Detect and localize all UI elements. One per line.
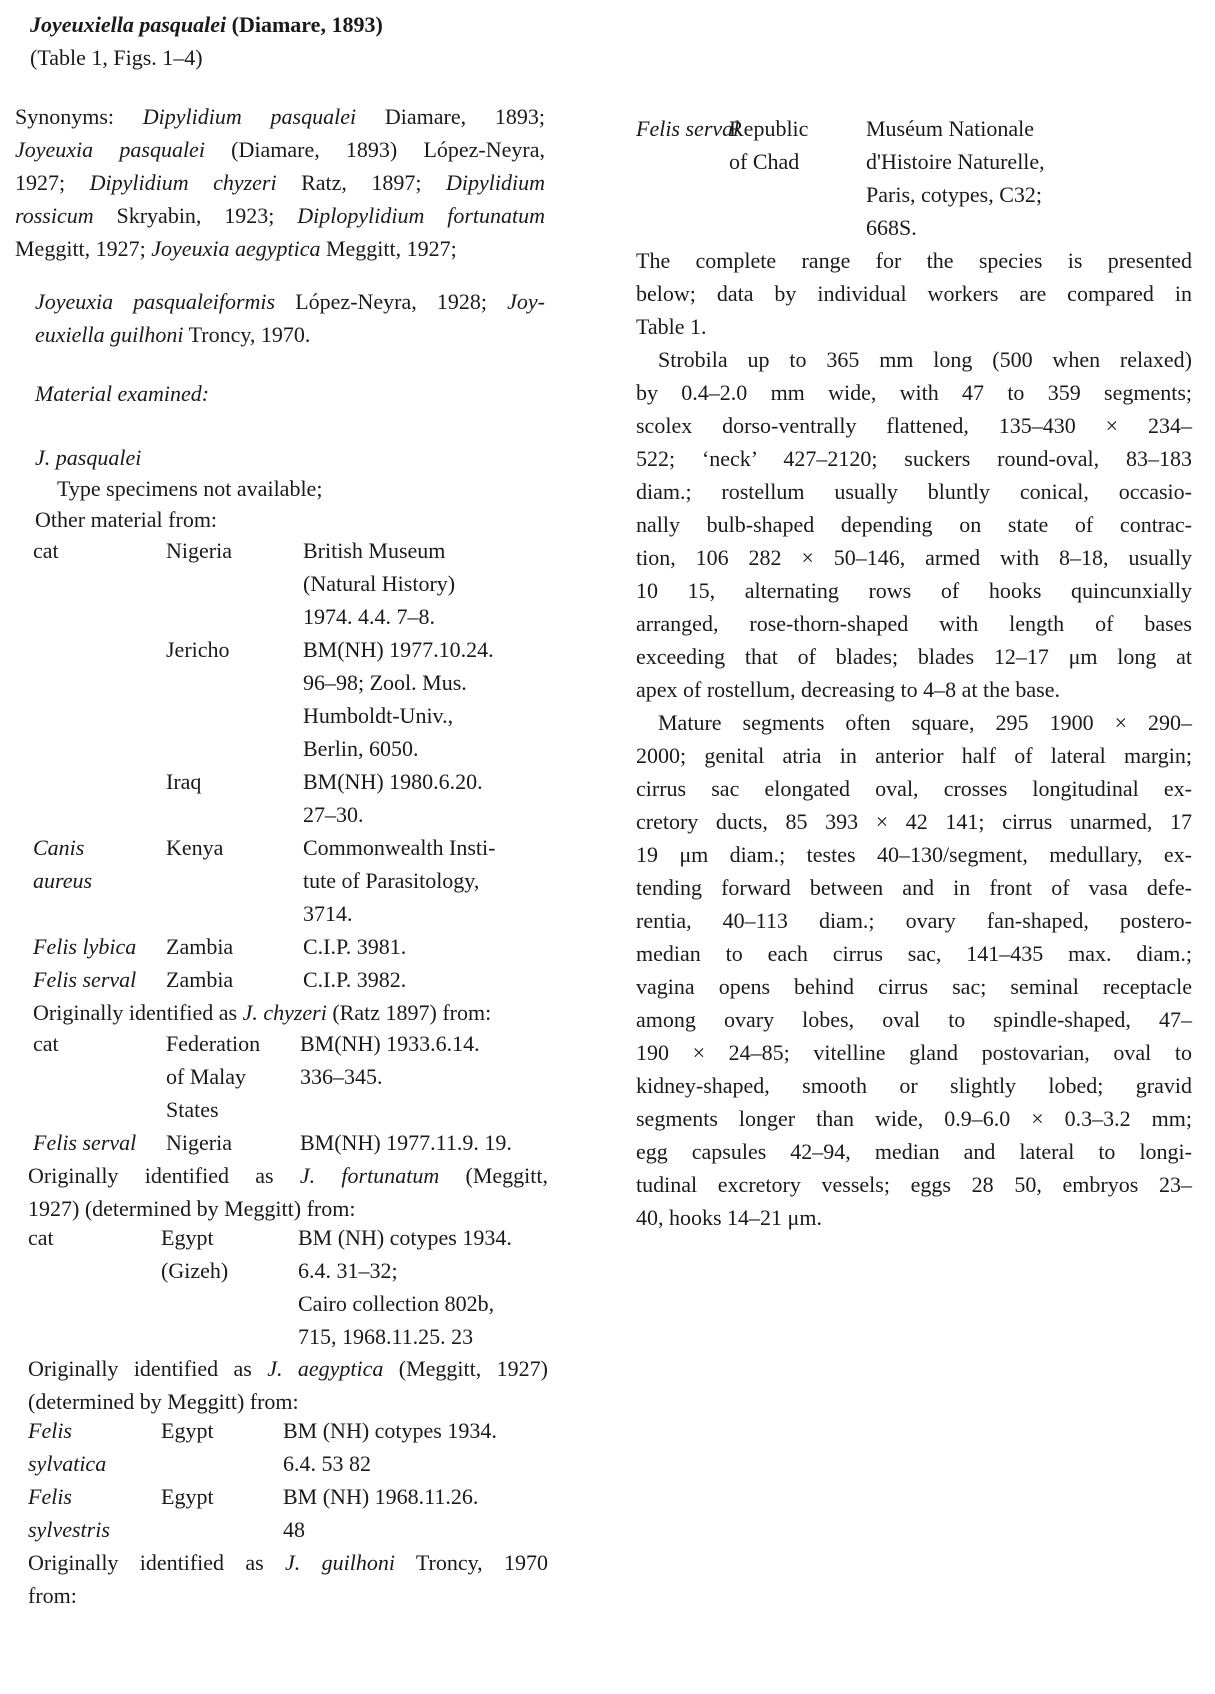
cell-loc: Nigeria xyxy=(166,1130,232,1155)
cell-src: 336–345. xyxy=(300,1064,383,1089)
table-row xyxy=(33,633,593,666)
cell-src: 3714. xyxy=(303,901,353,926)
text-line: below; data by individual workers are compared in xyxy=(636,281,1192,306)
table-row xyxy=(33,765,593,798)
table-row xyxy=(33,897,593,930)
text-line: Originally identified as J. guilhoni Troncy, 1970 xyxy=(28,1550,548,1575)
material-table-right xyxy=(636,112,1196,244)
paragraph xyxy=(636,706,1192,1234)
text-line: by 0.4–2.0 mm wide, with 47 to 359 segments; xyxy=(636,380,1192,405)
text-line: Originally identified as J. aegyptica (Meggitt, 1927) xyxy=(28,1356,548,1381)
table-row xyxy=(33,666,593,699)
text-line: rentia, 40–113 diam.; ovary fan-shaped, postero- xyxy=(636,908,1192,933)
cell-src: Paris, cotypes, C32; xyxy=(866,182,1042,207)
table-row xyxy=(33,699,593,732)
cell-src: British Museum xyxy=(303,538,446,563)
text-line: euxiella guilhoni Troncy, 1970. xyxy=(35,322,311,347)
cell-host: Felis serval xyxy=(33,967,137,992)
text-line: 10 15, alternating rows of hooks quincunxially xyxy=(636,578,1192,603)
table-row xyxy=(33,600,593,633)
cell-src: Berlin, 6050. xyxy=(303,736,419,761)
table-row xyxy=(33,798,593,831)
table-row xyxy=(28,1480,588,1513)
table-row xyxy=(28,1513,588,1546)
table-row xyxy=(636,211,1196,244)
cell-src: (Natural History) xyxy=(303,571,456,596)
table-row xyxy=(28,1414,588,1447)
cell-loc: (Gizeh) xyxy=(161,1258,229,1283)
text-line: apex of rostellum, decreasing to 4–8 at the base. xyxy=(636,677,1060,702)
cell-src: 6.4. 31–32; xyxy=(298,1258,398,1283)
material-heading: Material examined: xyxy=(35,381,210,406)
table-row xyxy=(28,1221,588,1254)
table-row xyxy=(33,963,593,996)
text-line: Strobila up to 365 mm long (500 when relaxed) xyxy=(658,347,1192,372)
cell-host: Felis xyxy=(28,1418,72,1443)
cell-src: C.I.P. 3982. xyxy=(303,967,407,992)
cell-host: sylvestris xyxy=(28,1517,110,1542)
text-line: egg capsules 42–94, median and lateral to longi- xyxy=(636,1139,1192,1164)
text-line: (determined by Meggitt) from: xyxy=(28,1389,299,1414)
table-row xyxy=(28,1447,588,1480)
text-line: Table 1. xyxy=(636,314,707,339)
cell-loc: Kenya xyxy=(166,835,224,860)
table-row xyxy=(28,1287,588,1320)
cell-loc: States xyxy=(166,1097,219,1122)
text-line: vagina opens behind cirrus sac; seminal receptacle xyxy=(636,974,1192,999)
text-line: 19 μm diam.; testes 40–130/segment, medullary, ex- xyxy=(636,842,1192,867)
cell-host: sylvatica xyxy=(28,1451,107,1476)
cell-src: BM(NH) 1977.10.24. xyxy=(303,637,494,662)
text-line: 40, hooks 14–21 μm. xyxy=(636,1205,822,1230)
species-label: J. pasqualei xyxy=(35,445,142,470)
table-row xyxy=(33,1126,593,1159)
cell-src: Commonwealth Insti- xyxy=(303,835,496,860)
cell-src: BM (NH) cotypes 1934. xyxy=(298,1225,512,1250)
cell-src: BM(NH) 1980.6.20. xyxy=(303,769,483,794)
table-row xyxy=(636,112,1196,145)
table-row xyxy=(636,145,1196,178)
table-row xyxy=(28,1320,588,1353)
text-line: cirrus sac elongated oval, crosses longitudinal ex- xyxy=(636,776,1192,801)
species-title xyxy=(30,8,590,41)
cell-src: d'Histoire Naturelle, xyxy=(866,149,1045,174)
cell-src: tute of Parasitology, xyxy=(303,868,480,893)
cell-src: Muséum Nationale xyxy=(866,116,1035,141)
synonyms-block xyxy=(15,100,545,265)
text-line: rossicum Skryabin, 1923; Diplopylidium fortunatum xyxy=(15,203,545,228)
left-column xyxy=(30,8,590,74)
cell-host: aureus xyxy=(33,868,93,893)
originally-identified-aegyptica xyxy=(28,1352,548,1418)
table-row xyxy=(33,567,593,600)
table-row xyxy=(33,1060,593,1093)
originally-identified-guilhoni xyxy=(28,1546,548,1612)
synonyms-continuation xyxy=(35,285,545,351)
material-table-1 xyxy=(33,534,593,996)
text-line: Mature segments often square, 295 1900 × 290– xyxy=(658,710,1192,735)
cell-src: 96–98; Zool. Mus. xyxy=(303,670,467,695)
cell-host: Felis xyxy=(28,1484,72,1509)
table-row xyxy=(33,831,593,864)
text-line: Originally identified as J. fortunatum (Meggitt, xyxy=(28,1163,548,1188)
cell-loc: Egypt xyxy=(161,1418,214,1443)
text-line: 2000; genital atria in anterior half of lateral margin; xyxy=(636,743,1192,768)
cell-loc: Zambia xyxy=(166,967,234,992)
cell-host: cat xyxy=(33,538,59,563)
cell-src: Humboldt-Univ., xyxy=(303,703,454,728)
table-row xyxy=(33,732,593,765)
table-row xyxy=(33,1093,593,1126)
table-row xyxy=(33,1027,593,1060)
cell-host: Felis serval xyxy=(636,116,740,141)
cell-src: 715, 1968.11.25. 23 xyxy=(298,1324,474,1349)
title-genus: Joyeuxiella pasqualei xyxy=(30,12,227,37)
originally-identified-fortunatum xyxy=(28,1159,548,1225)
cell-src: 1974. 4.4. 7–8. xyxy=(303,604,435,629)
table-row xyxy=(33,930,593,963)
text-line: 522; ‘neck’ 427–2120; suckers round-oval, 83–183 xyxy=(636,446,1192,471)
table-row xyxy=(33,534,593,567)
cell-loc: Federation xyxy=(166,1031,261,1056)
text-line: Joyeuxia pasqualeiformis López-Neyra, 1928; Joy- xyxy=(35,289,545,314)
text-line: Meggitt, 1927; Joyeuxia aegyptica Meggitt, 1927; xyxy=(15,236,457,261)
cell-host: cat xyxy=(33,1031,59,1056)
text-line: 1927) (determined by Meggitt) from: xyxy=(28,1196,356,1221)
text-line: exceeding that of blades; blades 12–17 μm long at xyxy=(636,644,1192,669)
title-reference: (Table 1, Figs. 1–4) xyxy=(30,45,203,70)
paragraph xyxy=(636,244,1192,343)
material-table-4 xyxy=(28,1414,588,1546)
description-text xyxy=(636,244,1192,1234)
text-line: nally bulb-shaped depending on state of contrac- xyxy=(636,512,1192,537)
cell-src: Cairo collection 802b, xyxy=(298,1291,495,1316)
text-line: diam.; rostellum usually bluntly conical, occasio- xyxy=(636,479,1192,504)
other-material-heading: Other material from: xyxy=(35,507,218,532)
table-row xyxy=(33,864,593,897)
cell-loc: of Chad xyxy=(729,149,800,174)
text-line: median to each cirrus sac, 141–435 max. diam.; xyxy=(636,941,1192,966)
text-line: Originally identified as J. chyzeri (Ratz 1897) from: xyxy=(33,1000,492,1025)
cell-src: 6.4. 53 82 xyxy=(283,1451,371,1476)
cell-host: Canis xyxy=(33,835,85,860)
cell-loc: Nigeria xyxy=(166,538,232,563)
text-line: Joyeuxia pasqualei (Diamare, 1893) López-Neyra, xyxy=(15,137,545,162)
cell-src: BM(NH) 1977.11.9. 19. xyxy=(300,1130,512,1155)
text-line: The complete range for the species is presented xyxy=(636,248,1192,273)
cell-loc: Zambia xyxy=(166,934,234,959)
cell-src: 668S. xyxy=(866,215,917,240)
cell-src: BM (NH) cotypes 1934. xyxy=(283,1418,497,1443)
text-line: segments longer than wide, 0.9–6.0 × 0.3–3.2 mm; xyxy=(636,1106,1192,1131)
table-row xyxy=(28,1254,588,1287)
title-author: (Diamare, 1893) xyxy=(231,12,383,37)
text-line: 190 × 24–85; vitelline gland postovarian, oval to xyxy=(636,1040,1192,1065)
material-table-3 xyxy=(28,1221,588,1353)
text-line: tudinal excretory vessels; eggs 28 50, embryos 23– xyxy=(636,1172,1192,1197)
material-table-2 xyxy=(33,1027,593,1159)
text-line: kidney-shaped, smooth or slightly lobed; gravid xyxy=(636,1073,1192,1098)
cell-loc: Republic xyxy=(729,116,809,141)
cell-src: C.I.P. 3981. xyxy=(303,934,407,959)
text-line: Synonyms: Dipylidium pasqualei Diamare, 1893; xyxy=(15,104,545,129)
text-line: tion, 106 282 × 50–146, armed with 8–18, usually xyxy=(636,545,1192,570)
cell-loc: Egypt xyxy=(161,1484,214,1509)
text-line: tending forward between and in front of vasa defe- xyxy=(636,875,1192,900)
cell-loc: Egypt xyxy=(161,1225,214,1250)
cell-src: BM (NH) 1968.11.26. xyxy=(283,1484,479,1509)
text-line: cretory ducts, 85 393 × 42 141; cirrus unarmed, 17 xyxy=(636,809,1192,834)
cell-host: Felis serval xyxy=(33,1130,137,1155)
text-line: from: xyxy=(28,1583,77,1608)
cell-src: BM(NH) 1933.6.14. xyxy=(300,1031,480,1056)
cell-loc: Jericho xyxy=(166,637,230,662)
cell-loc: of Malay xyxy=(166,1064,247,1089)
text-line: scolex dorso-ventrally flattened, 135–430 × 234– xyxy=(636,413,1192,438)
cell-host: cat xyxy=(28,1225,54,1250)
originally-identified-chyzeri xyxy=(33,996,491,1029)
cell-src: 48 xyxy=(283,1517,305,1542)
cell-src: 27–30. xyxy=(303,802,364,827)
text-line: among ovary lobes, oval to spindle-shaped, 47– xyxy=(636,1007,1192,1032)
type-note: Type specimens not available; xyxy=(57,476,323,501)
paragraph xyxy=(636,343,1192,706)
cell-loc: Iraq xyxy=(166,769,202,794)
text-line: 1927; Dipylidium chyzeri Ratz, 1897; Dipylidium xyxy=(15,170,545,195)
cell-host: Felis lybica xyxy=(33,934,137,959)
text-line: arranged, rose-thorn-shaped with length of bases xyxy=(636,611,1192,636)
table-row xyxy=(636,178,1196,211)
